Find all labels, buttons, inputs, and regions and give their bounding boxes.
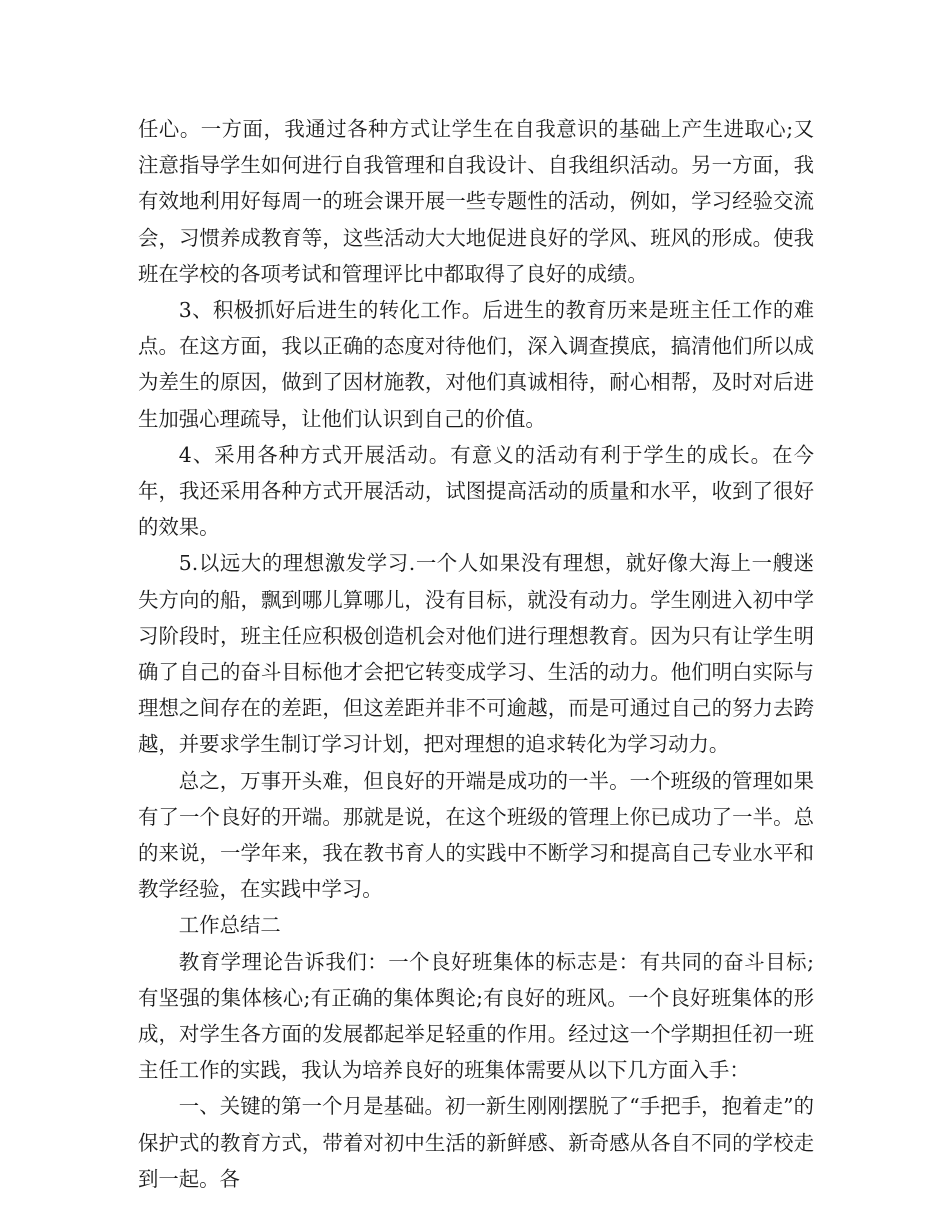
paragraph-activities: 4、采用各种方式开展活动。有意义的活动有利于学生的成长。在今年，我还采用各种方式开展活动，试图提高活动的质量和水平，收到了很好的效果。: [138, 442, 814, 540]
paragraph-first-month: 一、关键的第一个月是基础。初一新生刚刚摆脱了“手把手，抱着走”的保护式的教育方式，带着对初中生活的新鲜感、新奇感从各自不同的学校走到一起。各: [138, 1094, 814, 1191]
paragraph-ideals: 5.以远大的理想激发学习.一个人如果没有理想，就好像大海上一艘迷失方向的船，飘到哪儿算哪儿，没有目标，就没有动力。学生刚进入初中学习阶段时，班主任应积极创造机会对他们进行理想教育。因为只有让学生明确了自己的奋斗目标他才会把它转变成学习、生活的动力。他们明白实际与理想之间存在的差距，但这差距并非不可逾越，而是可通过自己的努力去跨越，并要求学生制订学习计划，把对理想的追求转化为学习动力。: [138, 551, 814, 757]
paragraph-underachievers: 3、积极抓好后进生的转化工作。后进生的教育历来是班主任工作的难点。在这方面，我以正确的态度对待他们，深入调查摸底，搞清他们所以成为差生的原因，做到了因材施教，对他们真诚相待，耐心相帮，及时对后进生加强心理疏导，让他们认识到自己的价值。: [138, 298, 814, 431]
paragraph-responsibility: 任心。一方面，我通过各种方式让学生在自我意识的基础上产生进取心;又注意指导学生如何进行自我管理和自我设计、自我组织活动。另一方面，我有效地利用好每周一的班会课开展一些专题性的活动，例如，学习经验交流会，习惯养成教育等，这些活动大大地促进良好的学风、班风的形成。使我班在学校的各项考试和管理评比中都取得了良好的成绩。: [138, 117, 814, 286]
section-heading-summary-two: 工作总结二: [178, 913, 281, 938]
paragraph-theory: 教育学理论告诉我们：一个良好班集体的标志是：有共同的奋斗目标;有坚强的集体核心;有正确的集体舆论;有良好的班风。一个良好班集体的形成，对学生各方面的发展都起举足轻重的作用。经过这一个学期担任初一班主任工作的实践，我认为培养良好的班集体需要从以下几方面入手：: [138, 949, 814, 1083]
paragraph-conclusion: 总之，万事开头难，但良好的开端是成功的一半。一个班级的管理如果有了一个良好的开端。那就是说，在这个班级的管理上你已成功了一半。总的来说，一学年来，我在教书育人的实践中不断学习和提高自己专业水平和教学经验，在实践中学习。: [138, 768, 814, 902]
document-body: [138, 111, 814, 1197]
